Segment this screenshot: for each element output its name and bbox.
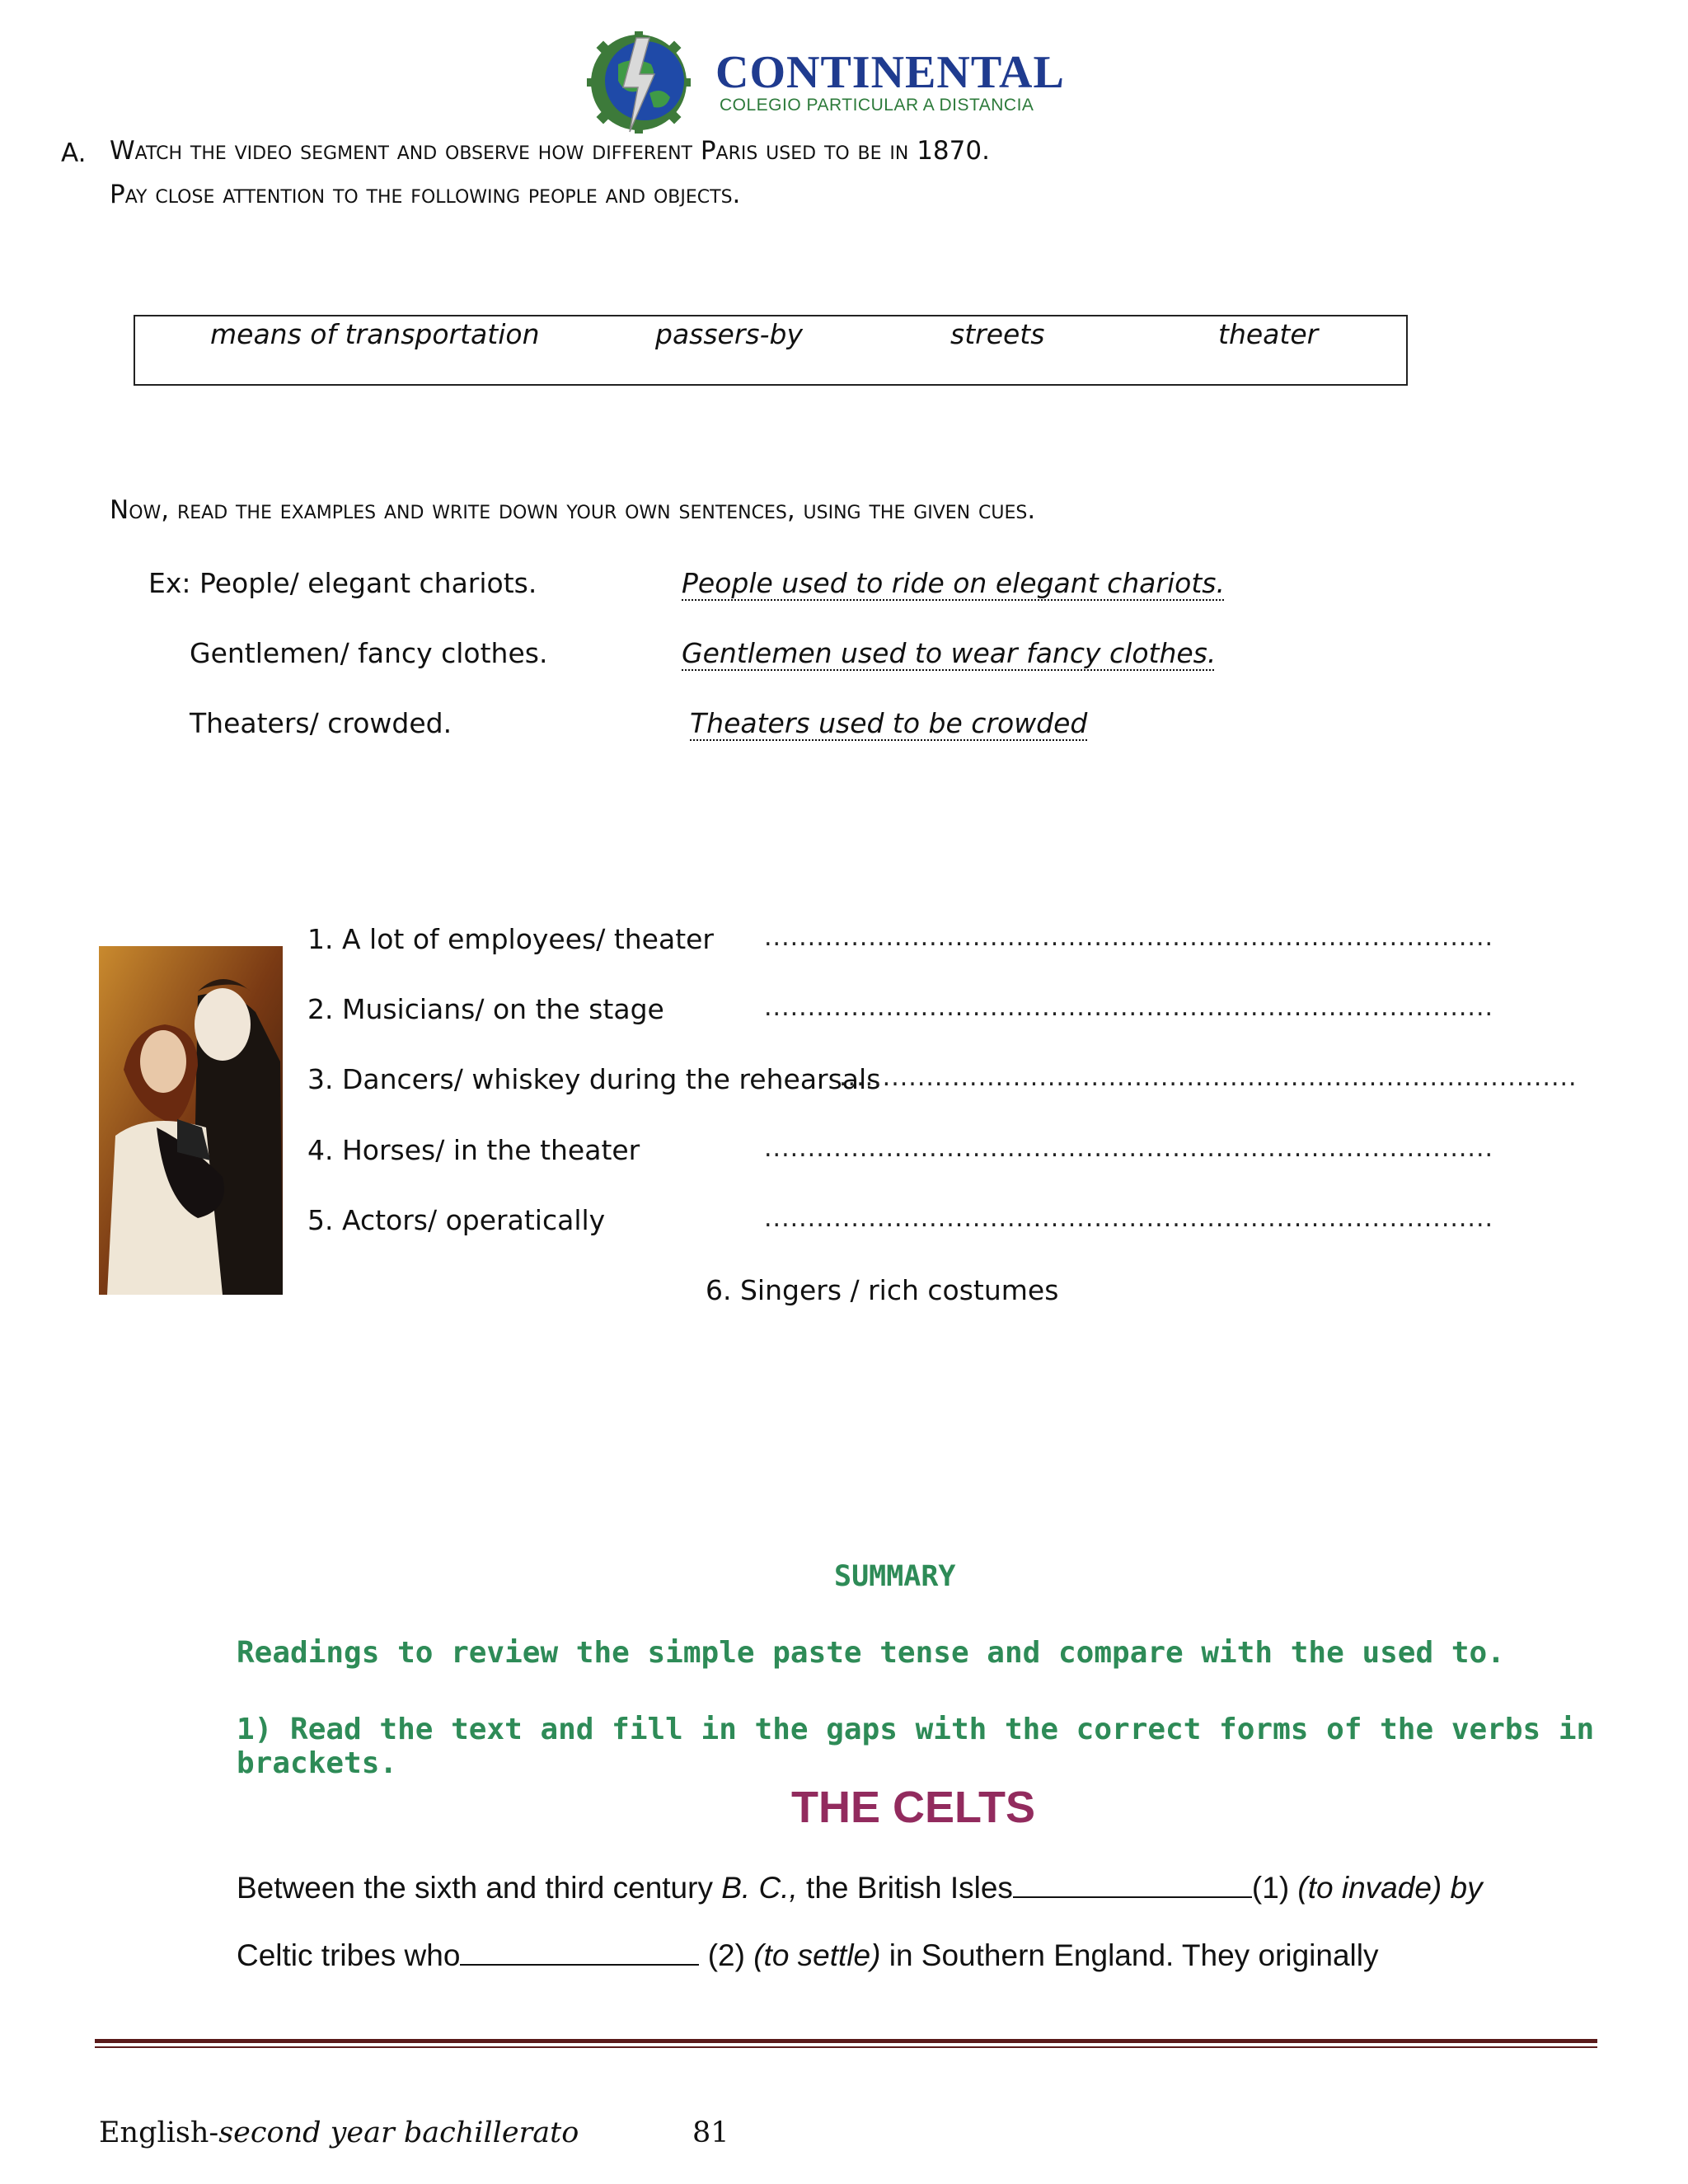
word-box-item: means of transportation [210,318,540,350]
footer-rule [95,2039,1597,2043]
exercise-item: 3. Dancers/ whiskey during the rehearsals [307,1063,881,1095]
example-cue: Theaters/ crowded. [190,707,452,739]
gap-2[interactable] [460,1939,699,1966]
examples-instruction: Now, read the examples and write down your own sentences, using the given cues. [110,495,1036,525]
summary-heading: SUMMARY [834,1560,956,1593]
exercise-item: 1. A lot of employees/ theater [307,923,715,955]
exercise-item: 4. Horses/ in the theater [307,1134,640,1166]
exercise-item: 6. Singers / rich costumes [706,1274,1059,1306]
reading-title: THE CELTS [791,1783,1035,1832]
gap-1[interactable] [1013,1872,1252,1898]
footer-rule-thin [95,2046,1597,2048]
exercise-item: 2. Musicians/ on the stage [307,993,664,1025]
word-box-item: streets [950,318,1045,350]
example-cue: Gentlemen/ fancy clothes. [190,637,548,669]
summary-instruction: 1) Read the text and fill in the gaps with the correct forms of the verbs in brackets. [237,1713,1595,1780]
section-letter: A. [61,138,87,168]
logo-wordmark: CONTINENTAL [715,47,1065,98]
page-number: 81 [692,2116,729,2149]
example-answer: People used to ride on elegant chariots. [682,567,1225,599]
footer-course: English-second year bachillerato [99,2116,579,2149]
example-answer: Theaters used to be crowded [690,707,1088,739]
example-cue: Ex: People/ elegant chariots. [148,567,537,599]
answer-line[interactable]: .................................................................................... [764,1204,1494,1233]
reading-paragraph-line-1: Between the sixth and third century B. C., the British Isles (1) (to invade) by [237,1871,1483,1905]
exercise-item: 5. Actors/ operatically [307,1204,606,1236]
phantom-couple-photo [99,946,283,1295]
logo-subtitle: COLEGIO PARTICULAR A DISTANCIA [720,96,1034,115]
example-answer: Gentlemen used to wear fancy clothes. [682,637,1217,669]
section-a-instruction-1: Watch the video segment and observe how different Paris used to be in 1870. [110,136,990,166]
globe-gear-icon [587,31,691,134]
answer-line[interactable]: ..................................................................................... [839,1063,1578,1092]
section-a-instruction-2: Pay close attention to the following people and objects. [110,180,741,209]
answer-line[interactable]: .................................................................................... [764,993,1494,1022]
reading-paragraph-line-2: Celtic tribes who (2) (to settle) in Southern England. They originally [237,1938,1379,1972]
answer-line[interactable]: .................................................................................... [764,1134,1494,1163]
word-box-item: theater [1218,318,1319,350]
summary-line: Readings to review the simple paste tense and compare with the used to. [237,1636,1505,1670]
answer-line[interactable]: .................................................................................... [764,923,1494,952]
word-box-item: passers-by [655,318,804,350]
